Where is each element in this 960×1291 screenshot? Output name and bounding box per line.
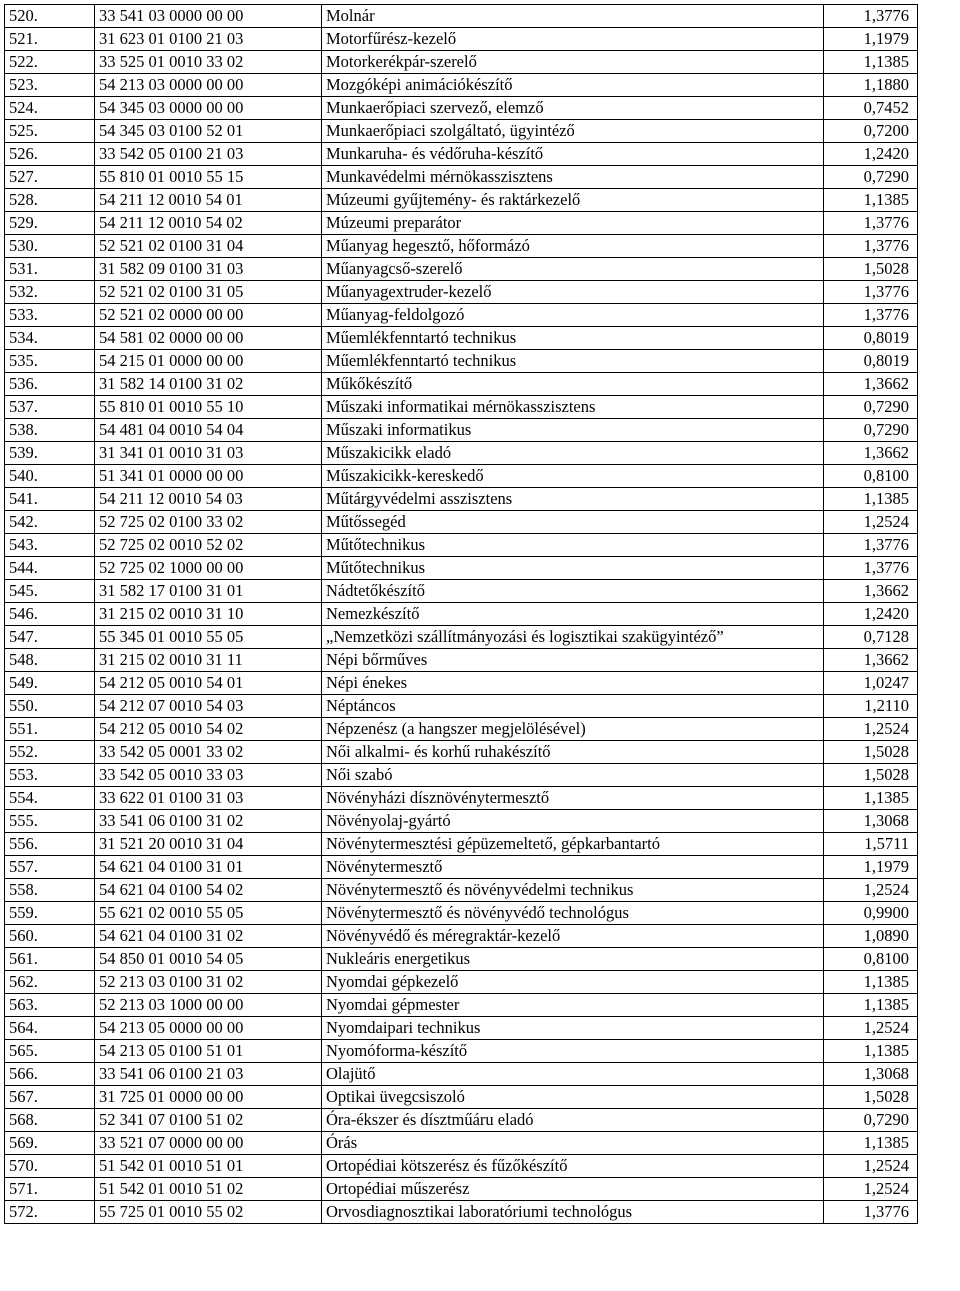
occupation-code-cell: 51 341 01 0000 00 00 bbox=[95, 465, 322, 488]
weighting-factor-cell: 1,5028 bbox=[824, 764, 918, 787]
weighting-factor-cell: 1,3776 bbox=[824, 5, 918, 28]
occupation-code-cell: 31 582 09 0100 31 03 bbox=[95, 258, 322, 281]
occupation-name-cell: Növénytermesztő bbox=[322, 856, 824, 879]
weighting-factor-cell: 1,3662 bbox=[824, 649, 918, 672]
weighting-factor-cell: 1,1385 bbox=[824, 1040, 918, 1063]
occupation-name-cell: Motorkerékpár-szerelő bbox=[322, 51, 824, 74]
occupation-name-cell: Műemlékfenntartó technikus bbox=[322, 350, 824, 373]
row-number-cell: 525. bbox=[5, 120, 95, 143]
table-row bbox=[5, 511, 918, 534]
occupation-name-cell: Növénytermesztő és növényvédelmi technikus bbox=[322, 879, 824, 902]
weighting-factor-cell: 0,7128 bbox=[824, 626, 918, 649]
occupation-name-cell: Mozgóképi animációkészítő bbox=[322, 74, 824, 97]
row-number-cell: 550. bbox=[5, 695, 95, 718]
occupation-name-cell: Műkőkészítő bbox=[322, 373, 824, 396]
occupation-name-cell: Műszaki informatikai mérnökasszisztens bbox=[322, 396, 824, 419]
occupation-name-cell: Népi énekes bbox=[322, 672, 824, 695]
row-number-cell: 547. bbox=[5, 626, 95, 649]
occupation-name-cell: Ortopédiai műszerész bbox=[322, 1178, 824, 1201]
occupation-name-cell: Múzeumi preparátor bbox=[322, 212, 824, 235]
table-row bbox=[5, 97, 918, 120]
weighting-factor-cell: 1,3776 bbox=[824, 534, 918, 557]
occupation-code-cell: 55 725 01 0010 55 02 bbox=[95, 1201, 322, 1224]
row-number-cell: 524. bbox=[5, 97, 95, 120]
weighting-factor-cell: 1,5028 bbox=[824, 741, 918, 764]
weighting-factor-cell: 0,7452 bbox=[824, 97, 918, 120]
occupation-name-cell: Nyomdai gépkezelő bbox=[322, 971, 824, 994]
table-row bbox=[5, 120, 918, 143]
row-number-cell: 555. bbox=[5, 810, 95, 833]
occupation-code-cell: 33 521 07 0000 00 00 bbox=[95, 1132, 322, 1155]
weighting-factor-cell: 1,5028 bbox=[824, 258, 918, 281]
weighting-factor-cell: 1,2110 bbox=[824, 695, 918, 718]
table-row bbox=[5, 212, 918, 235]
occupation-name-cell: Műtárgyvédelmi asszisztens bbox=[322, 488, 824, 511]
occupation-code-cell: 52 725 02 0010 52 02 bbox=[95, 534, 322, 557]
weighting-factor-cell: 1,5711 bbox=[824, 833, 918, 856]
occupation-code-cell: 54 211 12 0010 54 01 bbox=[95, 189, 322, 212]
row-number-cell: 551. bbox=[5, 718, 95, 741]
weighting-factor-cell: 1,3776 bbox=[824, 212, 918, 235]
table-row bbox=[5, 74, 918, 97]
occupation-code-cell: 33 541 06 0100 31 02 bbox=[95, 810, 322, 833]
occupation-code-cell: 54 215 01 0000 00 00 bbox=[95, 350, 322, 373]
table-row bbox=[5, 810, 918, 833]
occupation-name-cell: Munkaerőpiaci szervező, elemző bbox=[322, 97, 824, 120]
occupation-code-cell: 54 212 05 0010 54 02 bbox=[95, 718, 322, 741]
weighting-factor-cell: 0,7290 bbox=[824, 1109, 918, 1132]
occupation-name-cell: Ortopédiai kötszerész és fűzőkészítő bbox=[322, 1155, 824, 1178]
occupation-code-cell: 31 582 14 0100 31 02 bbox=[95, 373, 322, 396]
table-row bbox=[5, 488, 918, 511]
occupation-name-cell: Néptáncos bbox=[322, 695, 824, 718]
occupation-code-cell: 31 521 20 0010 31 04 bbox=[95, 833, 322, 856]
occupation-name-cell: Műanyag-feldolgozó bbox=[322, 304, 824, 327]
occupation-code-cell: 31 341 01 0010 31 03 bbox=[95, 442, 322, 465]
occupation-name-cell: Növénytermesztő és növényvédő technológus bbox=[322, 902, 824, 925]
occupation-name-cell: Műanyag hegesztő, hőformázó bbox=[322, 235, 824, 258]
table-row bbox=[5, 626, 918, 649]
weighting-factor-cell: 1,2524 bbox=[824, 1017, 918, 1040]
table-row bbox=[5, 580, 918, 603]
occupation-code-cell: 54 213 05 0000 00 00 bbox=[95, 1017, 322, 1040]
weighting-factor-cell: 0,7200 bbox=[824, 120, 918, 143]
row-number-cell: 556. bbox=[5, 833, 95, 856]
occupation-code-cell: 54 581 02 0000 00 00 bbox=[95, 327, 322, 350]
occupation-name-cell: Műtőtechnikus bbox=[322, 557, 824, 580]
weighting-factor-cell: 1,2524 bbox=[824, 511, 918, 534]
table-row bbox=[5, 1040, 918, 1063]
weighting-factor-cell: 0,7290 bbox=[824, 419, 918, 442]
weighting-factor-cell: 0,8100 bbox=[824, 948, 918, 971]
occupation-code-cell: 54 213 05 0100 51 01 bbox=[95, 1040, 322, 1063]
occupation-name-cell: Orvosdiagnosztikai laboratóriumi technológus bbox=[322, 1201, 824, 1224]
occupation-code-cell: 54 621 04 0100 31 01 bbox=[95, 856, 322, 879]
occupation-code-cell: 54 621 04 0100 54 02 bbox=[95, 879, 322, 902]
occupation-name-cell: Növényvédő és méregraktár-kezelő bbox=[322, 925, 824, 948]
weighting-factor-cell: 1,1385 bbox=[824, 1132, 918, 1155]
row-number-cell: 561. bbox=[5, 948, 95, 971]
occupation-table-body bbox=[5, 5, 918, 1224]
row-number-cell: 544. bbox=[5, 557, 95, 580]
row-number-cell: 542. bbox=[5, 511, 95, 534]
row-number-cell: 567. bbox=[5, 1086, 95, 1109]
row-number-cell: 531. bbox=[5, 258, 95, 281]
occupation-code-cell: 33 542 05 0001 33 02 bbox=[95, 741, 322, 764]
weighting-factor-cell: 0,9900 bbox=[824, 902, 918, 925]
row-number-cell: 568. bbox=[5, 1109, 95, 1132]
weighting-factor-cell: 1,3662 bbox=[824, 442, 918, 465]
table-row bbox=[5, 741, 918, 764]
occupation-name-cell: Műanyagextruder-kezelő bbox=[322, 281, 824, 304]
occupation-code-cell: 51 542 01 0010 51 01 bbox=[95, 1155, 322, 1178]
occupation-name-cell: Műszakicikk eladó bbox=[322, 442, 824, 465]
weighting-factor-cell: 0,7290 bbox=[824, 396, 918, 419]
occupation-code-cell: 52 213 03 0100 31 02 bbox=[95, 971, 322, 994]
row-number-cell: 553. bbox=[5, 764, 95, 787]
weighting-factor-cell: 1,2420 bbox=[824, 143, 918, 166]
occupation-name-cell: Múzeumi gyűjtemény- és raktárkezelő bbox=[322, 189, 824, 212]
occupation-name-cell: Óra-ékszer és dísztműáru eladó bbox=[322, 1109, 824, 1132]
occupation-code-cell: 31 215 02 0010 31 11 bbox=[95, 649, 322, 672]
weighting-factor-cell: 1,1385 bbox=[824, 51, 918, 74]
occupation-code-cell: 52 521 02 0100 31 05 bbox=[95, 281, 322, 304]
row-number-cell: 521. bbox=[5, 28, 95, 51]
occupation-code-cell: 55 810 01 0010 55 10 bbox=[95, 396, 322, 419]
occupation-name-cell: Motorfűrész-kezelő bbox=[322, 28, 824, 51]
row-number-cell: 536. bbox=[5, 373, 95, 396]
table-row bbox=[5, 879, 918, 902]
weighting-factor-cell: 1,2524 bbox=[824, 718, 918, 741]
occupation-code-cell: 31 582 17 0100 31 01 bbox=[95, 580, 322, 603]
occupation-code-cell: 55 810 01 0010 55 15 bbox=[95, 166, 322, 189]
occupation-name-cell: Nyomdai gépmester bbox=[322, 994, 824, 1017]
row-number-cell: 520. bbox=[5, 5, 95, 28]
occupation-code-cell: 54 211 12 0010 54 02 bbox=[95, 212, 322, 235]
row-number-cell: 549. bbox=[5, 672, 95, 695]
table-row bbox=[5, 672, 918, 695]
table-row bbox=[5, 994, 918, 1017]
weighting-factor-cell: 1,1979 bbox=[824, 856, 918, 879]
weighting-factor-cell: 1,3776 bbox=[824, 557, 918, 580]
occupation-name-cell: Munkaruha- és védőruha-készítő bbox=[322, 143, 824, 166]
table-row bbox=[5, 856, 918, 879]
table-row bbox=[5, 5, 918, 28]
weighting-factor-cell: 1,3068 bbox=[824, 1063, 918, 1086]
occupation-name-cell: Olajütő bbox=[322, 1063, 824, 1086]
occupation-code-cell: 54 212 05 0010 54 01 bbox=[95, 672, 322, 695]
table-row bbox=[5, 557, 918, 580]
occupation-name-cell: Növényházi dísznövénytermesztő bbox=[322, 787, 824, 810]
occupation-name-cell: Műanyagcső-szerelő bbox=[322, 258, 824, 281]
occupation-code-cell: 54 345 03 0100 52 01 bbox=[95, 120, 322, 143]
weighting-factor-cell: 1,3776 bbox=[824, 235, 918, 258]
weighting-factor-cell: 1,3776 bbox=[824, 281, 918, 304]
table-row bbox=[5, 304, 918, 327]
occupation-name-cell: Növénytermesztési gépüzemeltető, gépkarbantartó bbox=[322, 833, 824, 856]
occupation-name-cell: Nyomdaipari technikus bbox=[322, 1017, 824, 1040]
row-number-cell: 562. bbox=[5, 971, 95, 994]
table-row bbox=[5, 902, 918, 925]
occupation-code-cell: 51 542 01 0010 51 02 bbox=[95, 1178, 322, 1201]
table-row bbox=[5, 1086, 918, 1109]
weighting-factor-cell: 1,3662 bbox=[824, 373, 918, 396]
row-number-cell: 533. bbox=[5, 304, 95, 327]
occupation-code-cell: 31 623 01 0100 21 03 bbox=[95, 28, 322, 51]
weighting-factor-cell: 0,7290 bbox=[824, 166, 918, 189]
occupation-name-cell: Műszaki informatikus bbox=[322, 419, 824, 442]
occupation-name-cell: Műemlékfenntartó technikus bbox=[322, 327, 824, 350]
table-row bbox=[5, 787, 918, 810]
row-number-cell: 539. bbox=[5, 442, 95, 465]
row-number-cell: 557. bbox=[5, 856, 95, 879]
row-number-cell: 535. bbox=[5, 350, 95, 373]
weighting-factor-cell: 1,1979 bbox=[824, 28, 918, 51]
weighting-factor-cell: 0,8019 bbox=[824, 327, 918, 350]
occupation-code-cell: 54 850 01 0010 54 05 bbox=[95, 948, 322, 971]
table-row bbox=[5, 948, 918, 971]
table-row bbox=[5, 396, 918, 419]
weighting-factor-cell: 1,1385 bbox=[824, 189, 918, 212]
table-row bbox=[5, 350, 918, 373]
table-row bbox=[5, 281, 918, 304]
row-number-cell: 523. bbox=[5, 74, 95, 97]
occupation-code-cell: 31 725 01 0000 00 00 bbox=[95, 1086, 322, 1109]
table-row bbox=[5, 143, 918, 166]
weighting-factor-cell: 0,8100 bbox=[824, 465, 918, 488]
occupation-code-cell: 52 725 02 1000 00 00 bbox=[95, 557, 322, 580]
row-number-cell: 540. bbox=[5, 465, 95, 488]
weighting-factor-cell: 1,3776 bbox=[824, 304, 918, 327]
occupation-code-cell: 52 213 03 1000 00 00 bbox=[95, 994, 322, 1017]
weighting-factor-cell: 1,2524 bbox=[824, 879, 918, 902]
occupation-code-cell: 52 521 02 0100 31 04 bbox=[95, 235, 322, 258]
row-number-cell: 545. bbox=[5, 580, 95, 603]
table-row bbox=[5, 419, 918, 442]
occupation-code-cell: 52 521 02 0000 00 00 bbox=[95, 304, 322, 327]
occupation-name-cell: Nádtetőkészítő bbox=[322, 580, 824, 603]
weighting-factor-cell: 1,3662 bbox=[824, 580, 918, 603]
occupation-name-cell: Nukleáris energetikus bbox=[322, 948, 824, 971]
occupation-code-cell: 33 541 03 0000 00 00 bbox=[95, 5, 322, 28]
row-number-cell: 565. bbox=[5, 1040, 95, 1063]
table-row bbox=[5, 695, 918, 718]
row-number-cell: 554. bbox=[5, 787, 95, 810]
row-number-cell: 530. bbox=[5, 235, 95, 258]
row-number-cell: 560. bbox=[5, 925, 95, 948]
row-number-cell: 526. bbox=[5, 143, 95, 166]
occupation-name-cell: Műszakicikk-kereskedő bbox=[322, 465, 824, 488]
occupation-code-cell: 55 621 02 0010 55 05 bbox=[95, 902, 322, 925]
table-row bbox=[5, 718, 918, 741]
table-row bbox=[5, 1155, 918, 1178]
table-row bbox=[5, 1201, 918, 1224]
row-number-cell: 527. bbox=[5, 166, 95, 189]
occupation-name-cell: Nyomóforma-készítő bbox=[322, 1040, 824, 1063]
weighting-factor-cell: 1,2524 bbox=[824, 1178, 918, 1201]
occupation-name-cell: „Nemzetközi szállítmányozási és logisztikai szakügyintéző” bbox=[322, 626, 824, 649]
table-row bbox=[5, 1063, 918, 1086]
occupation-name-cell: Optikai üvegcsiszoló bbox=[322, 1086, 824, 1109]
table-row bbox=[5, 1178, 918, 1201]
table-row bbox=[5, 28, 918, 51]
row-number-cell: 548. bbox=[5, 649, 95, 672]
row-number-cell: 569. bbox=[5, 1132, 95, 1155]
occupation-name-cell: Munkavédelmi mérnökasszisztens bbox=[322, 166, 824, 189]
occupation-code-cell: 52 725 02 0100 33 02 bbox=[95, 511, 322, 534]
occupation-name-cell: Női alkalmi- és korhű ruhakészítő bbox=[322, 741, 824, 764]
row-number-cell: 543. bbox=[5, 534, 95, 557]
occupation-code-cell: 55 345 01 0010 55 05 bbox=[95, 626, 322, 649]
row-number-cell: 564. bbox=[5, 1017, 95, 1040]
weighting-factor-cell: 1,2524 bbox=[824, 1155, 918, 1178]
occupation-code-cell: 54 481 04 0010 54 04 bbox=[95, 419, 322, 442]
row-number-cell: 571. bbox=[5, 1178, 95, 1201]
row-number-cell: 559. bbox=[5, 902, 95, 925]
row-number-cell: 563. bbox=[5, 994, 95, 1017]
table-row bbox=[5, 327, 918, 350]
occupation-code-cell: 33 542 05 0100 21 03 bbox=[95, 143, 322, 166]
weighting-factor-cell: 1,3068 bbox=[824, 810, 918, 833]
occupation-code-cell: 33 541 06 0100 21 03 bbox=[95, 1063, 322, 1086]
row-number-cell: 528. bbox=[5, 189, 95, 212]
weighting-factor-cell: 0,8019 bbox=[824, 350, 918, 373]
row-number-cell: 522. bbox=[5, 51, 95, 74]
weighting-factor-cell: 1,0247 bbox=[824, 672, 918, 695]
table-row bbox=[5, 1132, 918, 1155]
occupation-name-cell: Molnár bbox=[322, 5, 824, 28]
table-row bbox=[5, 1109, 918, 1132]
weighting-factor-cell: 1,1385 bbox=[824, 787, 918, 810]
row-number-cell: 538. bbox=[5, 419, 95, 442]
weighting-factor-cell: 1,1385 bbox=[824, 994, 918, 1017]
row-number-cell: 570. bbox=[5, 1155, 95, 1178]
occupation-name-cell: Órás bbox=[322, 1132, 824, 1155]
weighting-factor-cell: 1,0890 bbox=[824, 925, 918, 948]
occupation-code-cell: 31 215 02 0010 31 10 bbox=[95, 603, 322, 626]
table-row bbox=[5, 235, 918, 258]
table-row bbox=[5, 51, 918, 74]
table-row bbox=[5, 166, 918, 189]
occupation-name-cell: Munkaerőpiaci szolgáltató, ügyintéző bbox=[322, 120, 824, 143]
row-number-cell: 558. bbox=[5, 879, 95, 902]
table-row bbox=[5, 442, 918, 465]
table-row bbox=[5, 258, 918, 281]
occupation-code-cell: 52 341 07 0100 51 02 bbox=[95, 1109, 322, 1132]
occupation-code-cell: 33 622 01 0100 31 03 bbox=[95, 787, 322, 810]
row-number-cell: 537. bbox=[5, 396, 95, 419]
occupation-code-cell: 33 542 05 0010 33 03 bbox=[95, 764, 322, 787]
weighting-factor-cell: 1,5028 bbox=[824, 1086, 918, 1109]
occupation-name-cell: Növényolaj-gyártó bbox=[322, 810, 824, 833]
occupation-name-cell: Nemezkészítő bbox=[322, 603, 824, 626]
row-number-cell: 552. bbox=[5, 741, 95, 764]
occupation-code-cell: 54 212 07 0010 54 03 bbox=[95, 695, 322, 718]
occupation-code-cell: 33 525 01 0010 33 02 bbox=[95, 51, 322, 74]
occupation-name-cell: Népzenész (a hangszer megjelölésével) bbox=[322, 718, 824, 741]
table-row bbox=[5, 465, 918, 488]
table-row bbox=[5, 603, 918, 626]
weighting-factor-cell: 1,1385 bbox=[824, 488, 918, 511]
occupation-name-cell: Női szabó bbox=[322, 764, 824, 787]
row-number-cell: 534. bbox=[5, 327, 95, 350]
weighting-factor-cell: 1,1385 bbox=[824, 971, 918, 994]
row-number-cell: 529. bbox=[5, 212, 95, 235]
row-number-cell: 546. bbox=[5, 603, 95, 626]
table-row bbox=[5, 373, 918, 396]
table-row bbox=[5, 971, 918, 994]
row-number-cell: 541. bbox=[5, 488, 95, 511]
table-row bbox=[5, 833, 918, 856]
table-row bbox=[5, 534, 918, 557]
row-number-cell: 566. bbox=[5, 1063, 95, 1086]
occupation-name-cell: Népi bőrműves bbox=[322, 649, 824, 672]
row-number-cell: 532. bbox=[5, 281, 95, 304]
occupation-table bbox=[4, 4, 918, 1224]
weighting-factor-cell: 1,1880 bbox=[824, 74, 918, 97]
occupation-name-cell: Műtőssegéd bbox=[322, 511, 824, 534]
table-row bbox=[5, 764, 918, 787]
occupation-code-cell: 54 211 12 0010 54 03 bbox=[95, 488, 322, 511]
weighting-factor-cell: 1,3776 bbox=[824, 1201, 918, 1224]
table-row bbox=[5, 1017, 918, 1040]
occupation-code-cell: 54 621 04 0100 31 02 bbox=[95, 925, 322, 948]
row-number-cell: 572. bbox=[5, 1201, 95, 1224]
table-row bbox=[5, 925, 918, 948]
occupation-code-cell: 54 345 03 0000 00 00 bbox=[95, 97, 322, 120]
table-row bbox=[5, 649, 918, 672]
occupation-code-cell: 54 213 03 0000 00 00 bbox=[95, 74, 322, 97]
occupation-name-cell: Műtőtechnikus bbox=[322, 534, 824, 557]
table-row bbox=[5, 189, 918, 212]
weighting-factor-cell: 1,2420 bbox=[824, 603, 918, 626]
